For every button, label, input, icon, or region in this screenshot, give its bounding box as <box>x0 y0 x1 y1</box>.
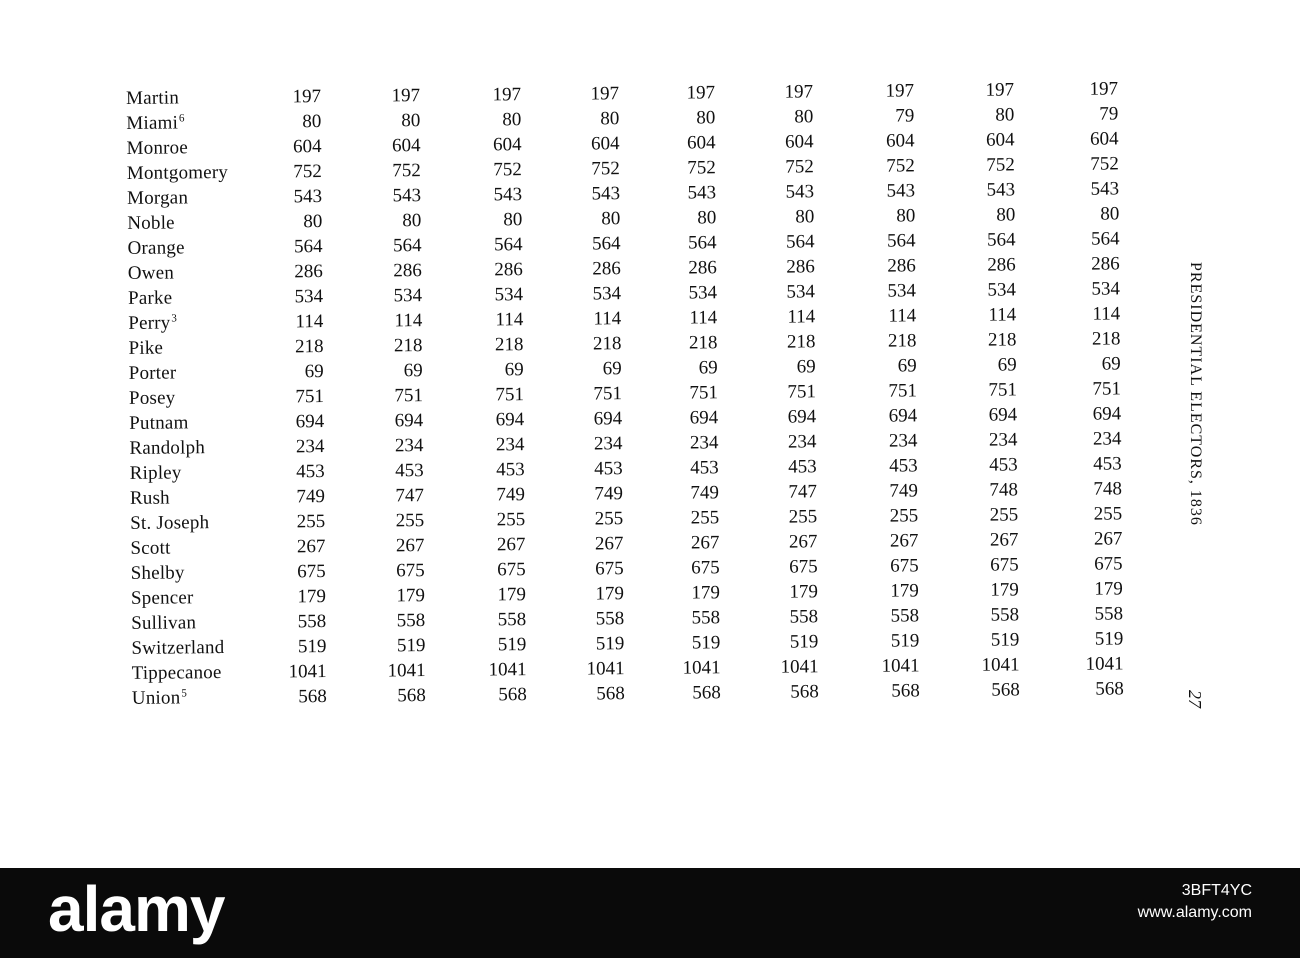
vote-cell: 69 <box>796 356 816 378</box>
vote-cell: 519 <box>1094 628 1124 650</box>
vote-cell: 568 <box>790 681 819 703</box>
county-label: Monroe <box>126 137 189 159</box>
vote-cell: 267 <box>594 533 624 555</box>
county-label: Scott <box>130 537 171 559</box>
vote-cell: 453 <box>690 457 719 479</box>
vote-cell: 114 <box>689 307 718 329</box>
vote-cell: 558 <box>990 604 1020 626</box>
vote-cell: 267 <box>989 529 1019 551</box>
vote-cell: 558 <box>396 610 426 632</box>
vote-cell: 1041 <box>288 661 327 683</box>
vote-cell: 255 <box>889 505 919 527</box>
vote-cell: 197 <box>492 84 522 106</box>
vote-cell: 568 <box>498 684 527 706</box>
vote-cell: 234 <box>593 433 623 455</box>
vote-cell: 519 <box>691 632 721 654</box>
vote-cell: 286 <box>887 255 916 277</box>
vote-cell: 694 <box>593 408 623 430</box>
vote-cell: 80 <box>402 210 422 232</box>
county-label: Union <box>131 687 181 709</box>
county-label: Ripley <box>129 462 182 484</box>
vote-cell: 218 <box>887 330 917 352</box>
vote-cell: 568 <box>1095 678 1124 700</box>
vote-cell: 604 <box>885 130 915 152</box>
vote-cell: 564 <box>1090 228 1120 250</box>
vote-cell: 453 <box>296 461 325 483</box>
vote-cell: 564 <box>591 233 621 255</box>
vote-cell: 543 <box>591 183 621 205</box>
vote-cell: 453 <box>788 456 817 478</box>
vote-cell: 80 <box>503 209 523 231</box>
vote-cell: 69 <box>504 359 524 381</box>
county-label: Sullivan <box>131 612 197 634</box>
vote-cell: 218 <box>592 333 622 355</box>
vote-cell: 751 <box>988 379 1018 401</box>
vote-cell: 80 <box>696 107 716 129</box>
vote-cell: 80 <box>303 211 323 233</box>
vote-cell: 80 <box>697 207 717 229</box>
vote-cell: 218 <box>987 329 1017 351</box>
vote-cell: 69 <box>1101 353 1121 375</box>
county-name <box>131 610 196 636</box>
vote-cell: 267 <box>1093 528 1123 550</box>
county-label: Morgan <box>126 187 189 209</box>
vote-cell: 534 <box>887 280 917 302</box>
vote-cell: 751 <box>495 384 525 406</box>
vote-cell: 69 <box>897 355 917 377</box>
vote-cell: 80 <box>601 208 621 230</box>
vote-cell: 197 <box>1089 78 1119 100</box>
vote-cell: 286 <box>688 257 717 279</box>
vote-cell: 694 <box>888 405 918 427</box>
vote-cell: 234 <box>1092 428 1122 450</box>
vote-cell: 286 <box>592 258 621 280</box>
vote-cell: 751 <box>295 386 325 408</box>
vote-cell: 604 <box>590 133 620 155</box>
vote-cell: 80 <box>795 206 815 228</box>
vote-cell: 752 <box>986 154 1015 176</box>
footnote-marker: 5 <box>181 687 188 700</box>
vote-cell: 568 <box>692 682 721 704</box>
vote-cell: 694 <box>988 404 1018 426</box>
vote-cell: 114 <box>1092 303 1121 325</box>
vote-cell: 564 <box>687 232 717 254</box>
vote-cell: 197 <box>391 85 421 107</box>
county-name <box>126 85 179 111</box>
vote-cell: 69 <box>602 358 622 380</box>
vote-cell: 286 <box>294 261 323 283</box>
vote-cell: 234 <box>495 434 525 456</box>
vote-cell: 1041 <box>586 658 625 680</box>
vote-cell: 751 <box>787 381 817 403</box>
county-name <box>131 585 194 611</box>
vote-cell: 69 <box>997 354 1017 376</box>
vote-cell: 604 <box>985 129 1015 151</box>
vote-cell: 218 <box>1091 328 1121 350</box>
vote-cell: 179 <box>890 580 919 602</box>
vote-cell: 675 <box>990 554 1019 576</box>
vote-cell: 519 <box>497 634 527 656</box>
page-number: 27 <box>1185 690 1205 708</box>
vote-cell: 1041 <box>1085 653 1124 675</box>
vote-cell: 234 <box>295 436 325 458</box>
county-name <box>127 160 228 186</box>
county-label: Porter <box>128 362 177 384</box>
county-name <box>126 110 185 136</box>
vote-cell: 179 <box>1094 578 1123 600</box>
vote-cell: 255 <box>690 507 720 529</box>
vote-cell: 80 <box>600 108 620 130</box>
vote-cell: 179 <box>595 583 624 605</box>
vote-cell: 534 <box>688 282 718 304</box>
county-label: Pike <box>128 337 164 359</box>
county-name <box>132 685 187 711</box>
vote-cell: 749 <box>889 480 919 502</box>
vote-cell: 749 <box>690 482 720 504</box>
vote-cell: 748 <box>989 479 1019 501</box>
vote-cell: 255 <box>594 508 624 530</box>
vote-cell: 453 <box>496 459 525 481</box>
vote-cell: 69 <box>403 360 423 382</box>
vote-cell: 197 <box>784 81 814 103</box>
county-label: Posey <box>128 387 176 409</box>
county-name <box>129 360 177 385</box>
footnote-marker: 3 <box>171 312 178 325</box>
vote-cell: 218 <box>494 334 524 356</box>
vote-cell: 1041 <box>780 656 819 678</box>
vote-cell: 79 <box>895 105 915 127</box>
county-label: Putnam <box>129 412 189 434</box>
vote-cell: 1041 <box>881 655 920 677</box>
vote-cell: 80 <box>896 205 916 227</box>
vote-cell: 564 <box>986 229 1016 251</box>
vote-cell: 694 <box>787 406 817 428</box>
vote-cell: 675 <box>297 561 326 583</box>
vote-cell: 534 <box>1091 278 1121 300</box>
vote-cell: 694 <box>394 410 424 432</box>
vote-cell: 453 <box>889 455 918 477</box>
vote-cell: 255 <box>1093 503 1123 525</box>
vote-cell: 568 <box>891 680 920 702</box>
vote-cell: 604 <box>784 131 814 153</box>
vote-cell: 218 <box>294 336 324 358</box>
vote-cell: 558 <box>297 611 327 633</box>
vote-cell: 114 <box>787 306 816 328</box>
vote-cell: 751 <box>593 383 623 405</box>
county-label: Montgomery <box>126 161 229 184</box>
vote-cell: 114 <box>394 310 423 332</box>
vote-cell: 543 <box>886 180 916 202</box>
vote-cell: 286 <box>494 259 523 281</box>
vote-cell: 752 <box>785 156 814 178</box>
vote-cell: 519 <box>297 636 327 658</box>
vote-table <box>120 76 1136 711</box>
vote-cell: 234 <box>888 430 918 452</box>
vote-cell: 453 <box>989 454 1018 476</box>
vote-cell: 114 <box>593 308 622 330</box>
vote-cell: 534 <box>494 284 524 306</box>
vote-cell: 80 <box>1100 203 1120 225</box>
vote-cell: 255 <box>496 509 526 531</box>
vote-cell: 675 <box>789 556 818 578</box>
county-name <box>132 660 222 686</box>
vote-cell: 255 <box>395 510 425 532</box>
vote-cell: 179 <box>990 579 1019 601</box>
vote-cell: 564 <box>886 230 916 252</box>
vote-cell: 751 <box>1092 378 1122 400</box>
vote-cell: 179 <box>297 586 327 608</box>
vote-cell: 197 <box>885 80 915 102</box>
county-name <box>128 336 163 361</box>
county-name <box>130 486 170 511</box>
vote-cell: 234 <box>689 432 719 454</box>
county-label: Orange <box>127 237 185 259</box>
vote-cell: 197 <box>985 79 1015 101</box>
vote-cell: 234 <box>787 431 817 453</box>
vote-cell: 675 <box>396 560 425 582</box>
vote-cell: 286 <box>1091 253 1120 275</box>
vote-cell: 694 <box>495 409 525 431</box>
vote-cell: 752 <box>886 155 915 177</box>
vote-cell: 564 <box>293 236 323 258</box>
vote-cell: 747 <box>788 481 818 503</box>
vote-cell: 558 <box>789 606 819 628</box>
vote-cell: 749 <box>296 486 326 508</box>
vote-cell: 80 <box>794 106 814 128</box>
vote-cell: 267 <box>690 532 720 554</box>
vote-cell: 604 <box>391 135 421 157</box>
county-label: Rush <box>129 487 170 509</box>
county-label: Switzerland <box>131 637 225 659</box>
county-name <box>130 510 209 536</box>
vote-cell: 564 <box>785 231 815 253</box>
vote-cell: 267 <box>395 535 425 557</box>
vote-cell: 604 <box>1089 128 1119 150</box>
county-name <box>131 635 224 661</box>
vote-cell: 752 <box>591 158 620 180</box>
vote-cell: 80 <box>502 109 522 131</box>
vote-cell: 751 <box>888 380 918 402</box>
county-name <box>129 385 176 410</box>
vote-cell: 197 <box>686 82 716 104</box>
vote-cell: 218 <box>786 331 816 353</box>
vote-cell: 543 <box>687 182 717 204</box>
vote-cell: 568 <box>397 685 426 707</box>
vote-cell: 543 <box>785 181 815 203</box>
vote-cell: 558 <box>1094 603 1124 625</box>
county-name <box>128 310 177 335</box>
vote-cell: 543 <box>392 185 422 207</box>
watermark-logo: alamy <box>48 873 225 945</box>
vote-cell: 519 <box>789 631 819 653</box>
vote-cell: 255 <box>788 506 818 528</box>
vote-cell: 80 <box>996 204 1016 226</box>
county-name <box>127 235 184 261</box>
vote-cell: 218 <box>393 335 423 357</box>
image-id: 3BFT4YC <box>1181 882 1252 899</box>
vote-cell: 534 <box>393 285 423 307</box>
vote-cell: 179 <box>396 585 426 607</box>
vote-cell: 675 <box>595 558 624 580</box>
vote-cell: 179 <box>691 582 720 604</box>
vote-cell: 197 <box>590 83 620 105</box>
vote-cell: 267 <box>296 536 326 558</box>
vote-cell: 80 <box>995 104 1015 126</box>
vote-cell: 543 <box>1090 178 1120 200</box>
vote-cell: 752 <box>1090 153 1119 175</box>
vote-cell: 234 <box>988 429 1018 451</box>
vote-cell: 286 <box>987 254 1016 276</box>
vote-cell: 255 <box>989 504 1019 526</box>
county-label: Spencer <box>130 587 194 609</box>
vote-cell: 519 <box>990 629 1020 651</box>
county-label: Randolph <box>129 437 206 459</box>
vote-cell: 179 <box>497 584 527 606</box>
county-name <box>127 185 188 211</box>
vote-cell: 748 <box>1093 478 1123 500</box>
vote-cell: 114 <box>495 309 524 331</box>
vote-cell: 114 <box>295 311 324 333</box>
vote-cell: 234 <box>394 435 424 457</box>
vote-cell: 749 <box>594 483 624 505</box>
vote-cell: 69 <box>304 361 324 383</box>
vote-cell: 534 <box>294 286 324 308</box>
county-label: Shelby <box>130 562 185 584</box>
vote-cell: 534 <box>592 283 622 305</box>
vote-cell: 751 <box>394 385 424 407</box>
vote-cell: 197 <box>292 86 322 108</box>
vote-cell: 1041 <box>981 654 1020 676</box>
vote-cell: 752 <box>392 160 421 182</box>
vote-cell: 453 <box>395 460 424 482</box>
county-label: Noble <box>127 212 175 234</box>
vote-cell: 604 <box>292 136 322 158</box>
vote-cell: 747 <box>395 485 425 507</box>
vote-cell: 453 <box>594 458 623 480</box>
county-label: Tippecanoe <box>131 662 222 684</box>
county-label: Martin <box>126 87 180 109</box>
vote-cell: 1041 <box>387 660 426 682</box>
county-label: Perry <box>128 312 171 334</box>
vote-cell: 675 <box>1094 553 1123 575</box>
vote-cell: 752 <box>493 159 522 181</box>
footnote-marker: 6 <box>178 112 185 125</box>
vote-cell: 564 <box>493 234 523 256</box>
vote-cell: 267 <box>788 531 818 553</box>
county-name <box>129 435 205 461</box>
vote-cell: 218 <box>688 332 718 354</box>
vote-cell: 79 <box>1099 103 1119 125</box>
vote-cell: 534 <box>987 279 1017 301</box>
watermark-info <box>1138 880 1252 924</box>
vote-cell: 80 <box>401 110 421 132</box>
vote-cell: 694 <box>295 411 325 433</box>
vote-cell: 534 <box>786 281 816 303</box>
vote-cell: 543 <box>493 184 523 206</box>
county-label: Miami <box>126 112 179 134</box>
vote-cell: 267 <box>496 534 526 556</box>
vote-cell: 69 <box>698 357 718 379</box>
vote-cell: 694 <box>689 407 719 429</box>
vote-cell: 1041 <box>488 659 527 681</box>
vote-cell: 255 <box>296 511 326 533</box>
county-name <box>128 286 173 311</box>
vote-cell: 114 <box>988 304 1017 326</box>
county-name <box>128 260 174 285</box>
vote-cell: 752 <box>293 161 322 183</box>
running-head: PRESIDENTIAL ELECTORS, 1836 <box>1187 262 1204 526</box>
vote-cell: 286 <box>393 260 422 282</box>
vote-cell: 558 <box>691 607 721 629</box>
vote-cell: 519 <box>396 635 426 657</box>
vote-cell: 751 <box>689 382 719 404</box>
county-name <box>130 536 170 561</box>
vote-cell: 114 <box>888 305 917 327</box>
vote-cell: 453 <box>1093 453 1122 475</box>
county-name <box>131 560 185 586</box>
vote-cell: 286 <box>786 256 815 278</box>
vote-cell: 564 <box>392 235 422 257</box>
vote-cell: 179 <box>789 581 818 603</box>
vote-cell: 752 <box>687 157 716 179</box>
vote-cell: 543 <box>986 179 1016 201</box>
vote-cell: 675 <box>890 555 919 577</box>
vote-cell: 519 <box>890 630 920 652</box>
vote-cell: 675 <box>691 557 720 579</box>
site-url: www.alamy.com <box>1137 904 1252 921</box>
county-label: St. Joseph <box>130 512 210 534</box>
vote-cell: 604 <box>686 132 716 154</box>
vote-cell: 749 <box>496 484 526 506</box>
county-name <box>126 135 188 161</box>
vote-cell: 519 <box>595 633 625 655</box>
vote-cell: 558 <box>497 609 527 631</box>
vote-cell: 604 <box>492 134 522 156</box>
county-label: Owen <box>127 262 175 284</box>
vote-cell: 694 <box>1092 403 1122 425</box>
vote-cell: 558 <box>890 605 920 627</box>
vote-cell: 543 <box>293 186 323 208</box>
county-name <box>127 210 175 235</box>
vote-cell: 568 <box>596 683 625 705</box>
vote-cell: 558 <box>595 608 625 630</box>
county-name <box>129 410 189 436</box>
vote-cell: 568 <box>991 679 1020 701</box>
vote-cell: 568 <box>298 686 327 708</box>
vote-cell: 675 <box>497 559 526 581</box>
county-label: Parke <box>127 287 173 309</box>
vote-cell: 267 <box>889 530 919 552</box>
vote-cell: 80 <box>302 111 322 133</box>
vote-cell: 1041 <box>682 657 721 679</box>
county-name <box>130 460 182 485</box>
